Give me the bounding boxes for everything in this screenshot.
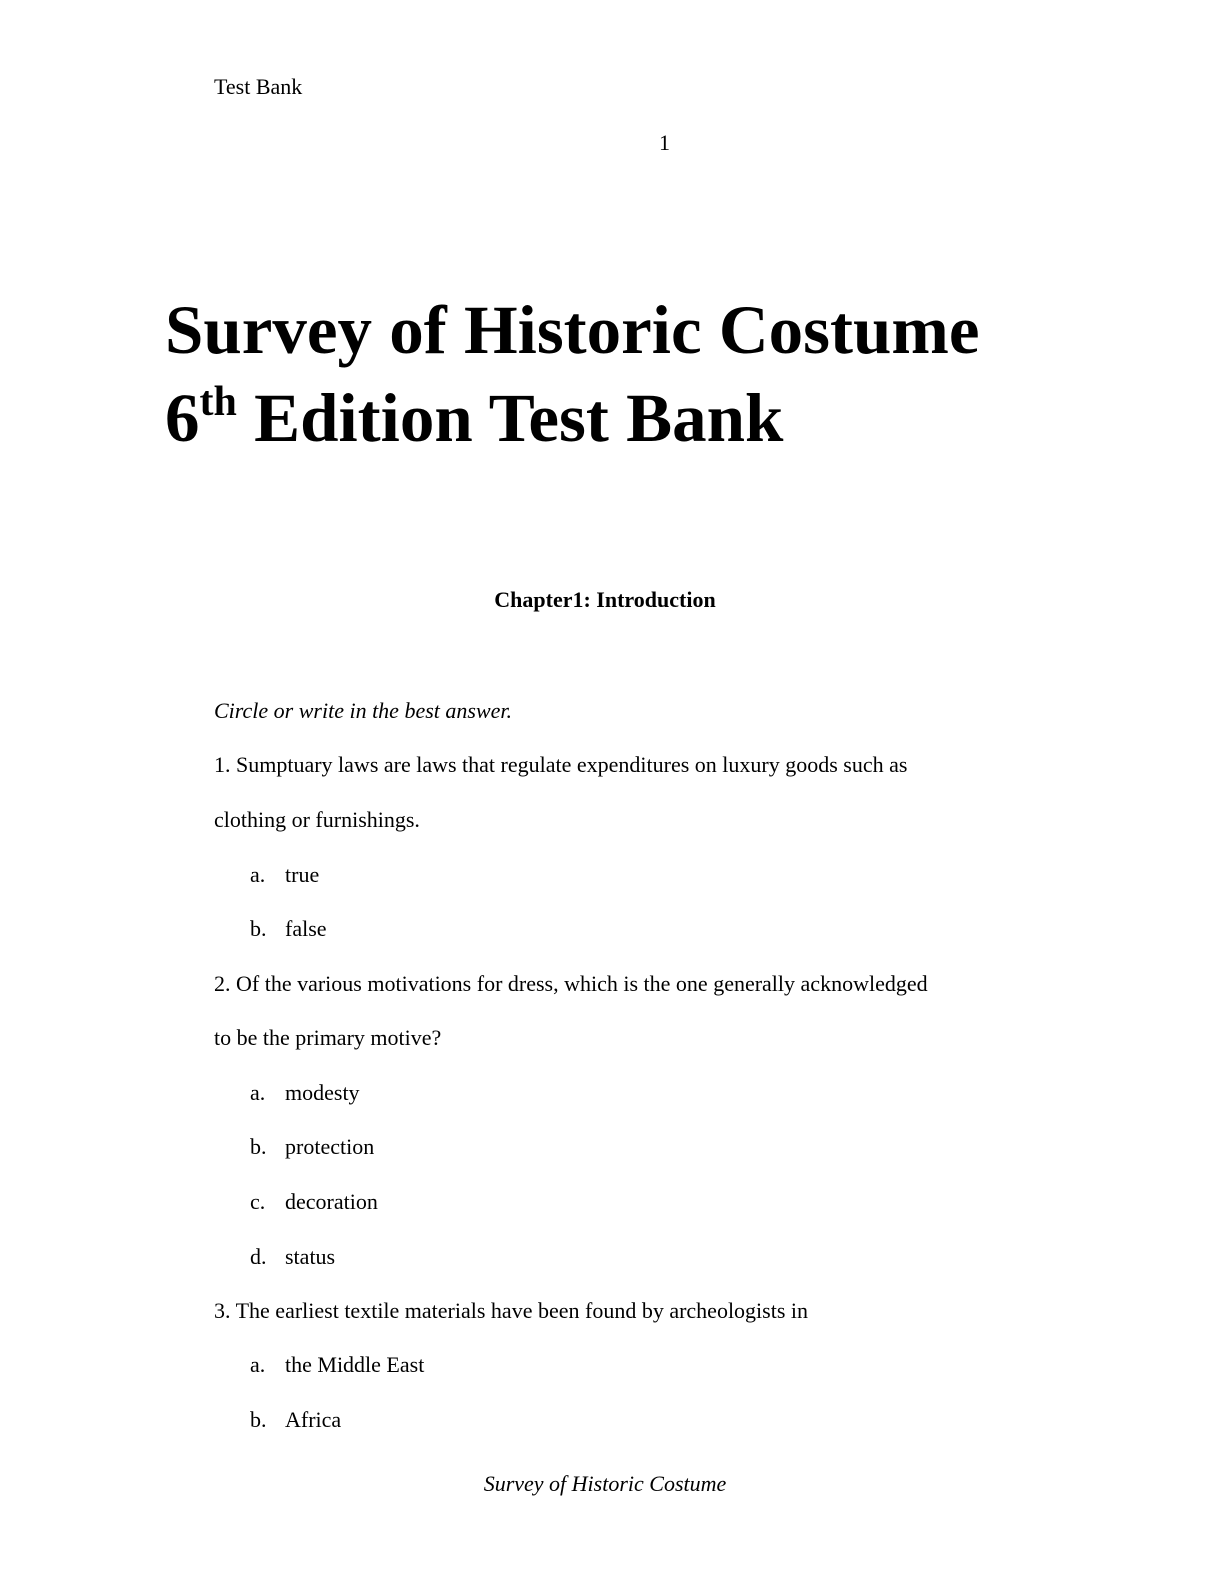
- option-text: protection: [285, 1134, 375, 1159]
- page-number: 1: [659, 130, 670, 155]
- option-letter: a.: [250, 862, 266, 887]
- option-text: false: [285, 916, 327, 941]
- question-2-option-a: [250, 1080, 360, 1106]
- question-2-line-1: 2. Of the various motivations for dress, which is the one generally acknowledged: [214, 971, 928, 996]
- running-footer: Survey of Historic Costume: [483, 1471, 727, 1496]
- option-letter: b.: [250, 1134, 267, 1159]
- question-2-line-2: to be the primary motive?: [214, 1025, 442, 1050]
- option-letter: a.: [250, 1080, 266, 1105]
- edition-number: 6: [165, 380, 200, 456]
- option-text: status: [285, 1244, 336, 1269]
- question-1-option-a: [250, 862, 319, 888]
- question-3-option-b: [250, 1407, 341, 1433]
- option-text: decoration: [285, 1189, 378, 1214]
- document-title-line-1: Survey of Historic Costume: [165, 292, 980, 368]
- running-header: Test Bank: [214, 74, 303, 99]
- instructions: Circle or write in the best answer.: [214, 698, 513, 723]
- option-letter: b.: [250, 1407, 267, 1432]
- question-2-option-b: [250, 1134, 374, 1160]
- document-title-line-2: [165, 379, 784, 456]
- edition-title-rest: Edition Test Bank: [236, 380, 784, 456]
- option-letter: c.: [250, 1189, 266, 1214]
- option-text: modesty: [285, 1080, 360, 1105]
- option-letter: d.: [250, 1244, 267, 1269]
- option-text: true: [285, 862, 320, 887]
- edition-ordinal-suffix: th: [199, 379, 237, 425]
- option-text: the Middle East: [285, 1352, 425, 1377]
- question-3-option-a: [250, 1352, 424, 1378]
- question-2-option-c: [250, 1189, 378, 1215]
- option-letter: b.: [250, 916, 267, 941]
- question-1-line-2: clothing or furnishings.: [214, 807, 420, 832]
- chapter-heading: Chapter1: Introduction: [494, 587, 716, 612]
- question-1-line-1: 1. Sumptuary laws are laws that regulate expenditures on luxury goods such as: [214, 752, 908, 777]
- question-1-option-b: [250, 916, 327, 942]
- question-3-line-1: 3. The earliest textile materials have been found by archeologists in: [214, 1298, 809, 1323]
- option-letter: a.: [250, 1352, 266, 1377]
- question-2-option-d: [250, 1244, 335, 1270]
- option-text: Africa: [285, 1407, 342, 1432]
